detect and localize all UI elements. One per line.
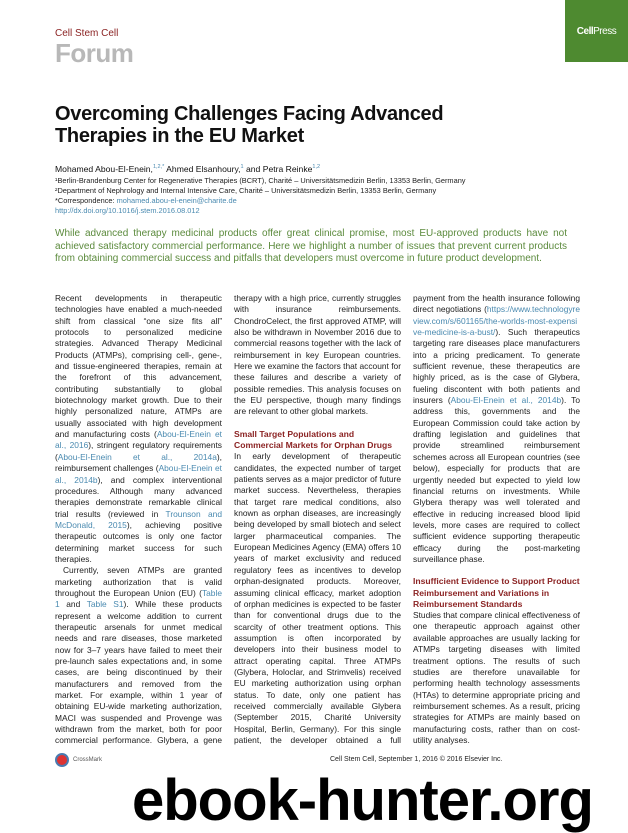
affiliation-2: ²Department of Nephrology and Internal Intensive Care, Charité – Universitätsmedizin Berlin, 13353 Berlin, Germany (55, 186, 437, 195)
text: Currently, seven ATMPs are granted marketing authorization that is valid throughout the European Union (EU) ( (55, 565, 222, 598)
crossmark-label: CrossMark (73, 757, 103, 763)
crossmark-badge[interactable] (55, 753, 102, 767)
correspondence (55, 196, 237, 206)
citation-link[interactable]: Abou-El-Enein et al., 2014b (55, 463, 222, 485)
paragraph (413, 610, 580, 746)
author-name: Mohamed Abou-El-Enein, (55, 164, 153, 174)
watermark: ebook-hunter.org (132, 768, 593, 833)
abstract: While advanced therapy medicinal products offer great clinical promise, most EU-approved products have not achieved satisfactory commercial performance. Here we highlight a number of issues that prevent current products from obtaining commercial success and pitfalls that developers must overcome in future product development. (55, 228, 567, 264)
section-heading: Small Target Populations and Commercial Markets for Orphan Drugs (234, 428, 393, 451)
affiliation-1: ¹Berlin-Brandenburg Center for Regenerative Therapies (BCRT), Charité – Universitätsmedizin Berlin, 13353 Berlin, Germany (55, 176, 466, 185)
author-name: Ahmed Elsanhoury, (164, 164, 241, 174)
citation-link[interactable]: Abou-El-Enein et al., 2014a (57, 451, 217, 462)
publisher-bold: Cell (576, 25, 594, 37)
table-link[interactable]: Table 1 (55, 587, 222, 610)
url-link[interactable]: https://www.technologyreview.com/s/601165/the-worlds-most-expensive-medicine-is-a-bust/ (413, 304, 580, 338)
correspondence-label: *Correspondence: (55, 196, 117, 205)
text: ), reimbursement challenges ( (55, 451, 222, 474)
author-affiliation[interactable]: 1,2 (312, 164, 321, 171)
article-title: Overcoming Challenges Facing Advanced Therapies in the EU Market (55, 103, 444, 147)
text: In early development of therapeutic candidates, the expected number of target patients serves as a major predictor of future market success. Nevertheless, therapies that target rare medical conditions, also known as orphan diseases, are increasingly being developed by small biotech and select larger pharmaceutical companies. The European Medicines Agency (EMA) offers 10 years of market exclusivity and reduced regulatory fees as incentives to develop orphan-designated products. Moreover, assuming clinical efficacy, market adoption of orphan medicines is expected to be faster than for conventional drugs due to the scarcity of other treatment options. This assumption is often incorporated by developers into their business model to attract operating capital. Three ATMPs (Glybera, Holoclar, and Strimvelis) received EU marketing authorization using orphan status. To date, only one patient has received commercially available Glybera (September 2015, Charité University Hospital, Berlin, Germany). For this single patient, the developer obtained a full payment from the health insurance following direct negotiations ( (234, 293, 580, 745)
publisher-light: Press (593, 25, 617, 37)
text: ). While these products represent a welcome addition to current therapeutic arsenals for unmet medical needs and rare diseases, those marketed now for 3–7 years have failed to meet their pre-launch sales expectations and, in some cases, are being discontinued by their manufacturers and removed from the market. For example, within 1 year of obtaining EU-wide marketing authorization, MACI was suspended and Provenge was withdrawn from the market, both for poor commercial performance. Glybera, a gene therapy with a high price, currently struggles with insurance reimbursements. ChondroCelect, the first approved ATMP, will also be withdrawn in November 2016 due to commercial reasons together with the lack of reimbursement in key European countries. Here we examine the factors that account for these failures and describe a variety of possible remedies. This analysis focuses on the EU perspective, though many findings are relevant to other global markets. (55, 293, 401, 746)
journal-name: Cell Stem Cell (55, 28, 119, 39)
citation-link[interactable]: Trounson and McDonald, 2015 (55, 508, 222, 530)
section-heading: Insufficient Evidence to Support Product Reimbursement and Variations in Reimbursement Standards (413, 576, 580, 609)
cellpress-logo (565, 0, 628, 62)
text: ). To address this, governments and the European Commission could take action by drafting legislation and guidelines that provide streamlined reimbursement schemes across all European countries (see below), especially for products that are urgently needed but expected to yield low financial returns on investments. While Glybera therapy was well tolerated and effective in reducing increased blood lipid levels, more cases are required to collect sufficient evidence supporting therapeutic efficacy during the post-marketing surveillance phase. (413, 395, 580, 564)
text: Recent developments in therapeutic technologies have enabled a much-needed shift from classical “one size fits all” protocols to personalized medicine strategies. Advanced Therapy Medicinal Products (ATMPs), comprising cell-, gene-, and tissue-engineered therapies, remain at the forefront of this advancement, contributing substantially to global biotechnology market growth. Due to their highly personalized nature, ATMPs are usually associated with high development and manufacturing costs ( (55, 293, 222, 440)
author-affiliation[interactable]: 1,2,* (152, 164, 165, 171)
text: ), and complex interventional procedures. Although many advanced therapies demonstrate remarkable clinical trial results (reviewed in (55, 474, 222, 519)
footer-citation: Cell Stem Cell, September 1, 2016 © 2016 Elsevier Inc. (330, 756, 503, 763)
text: ), stringent regulatory requirements ( (55, 440, 222, 462)
citation-link[interactable]: Abou-El-Enein et al., 2016 (55, 429, 222, 451)
text: Studies that compare clinical effectiveness of one therapeutic approach against other available approaches are usually lacking for ATMPs targeting diseases with limited treatment options. The results of such studies are therefore unavailable for performing health technology assessments (HTAs) to determine appropriate pricing and reimbursement schemes. As a result, pricing strategies for ATMPs are mainly based on manufacturing costs, rather than on cost-utility analyses. (413, 610, 580, 745)
author-list (55, 164, 320, 175)
author-affiliation[interactable]: 1 (240, 164, 244, 171)
text: ), achieving positive therapeutic outcomes is only one factor determining market success for such therapies. (55, 519, 222, 564)
body-text (55, 293, 580, 747)
text: ). Such therapeutics targeting rare diseases place manufacturers into a pricing predicament. To generate sufficient revenue, these therapeutics are highly priced, as is the case of Glybera, fueling discontent with both patients and insurers ( (413, 327, 580, 406)
citation-link[interactable]: Abou-El-Enein et al., 2014b (450, 395, 562, 406)
text: and (59, 599, 87, 610)
email-link[interactable]: mohamed.abou-el-enein@charite.de (116, 196, 237, 205)
doi-link[interactable]: http://dx.doi.org/10.1016/j.stem.2016.08.012 (55, 206, 200, 215)
table-link[interactable]: Table S1 (86, 599, 124, 610)
crossmark-icon (55, 753, 69, 767)
paragraph (55, 293, 222, 565)
section-label: Forum (55, 38, 134, 68)
author-name: and Petra Reinke (243, 164, 313, 174)
